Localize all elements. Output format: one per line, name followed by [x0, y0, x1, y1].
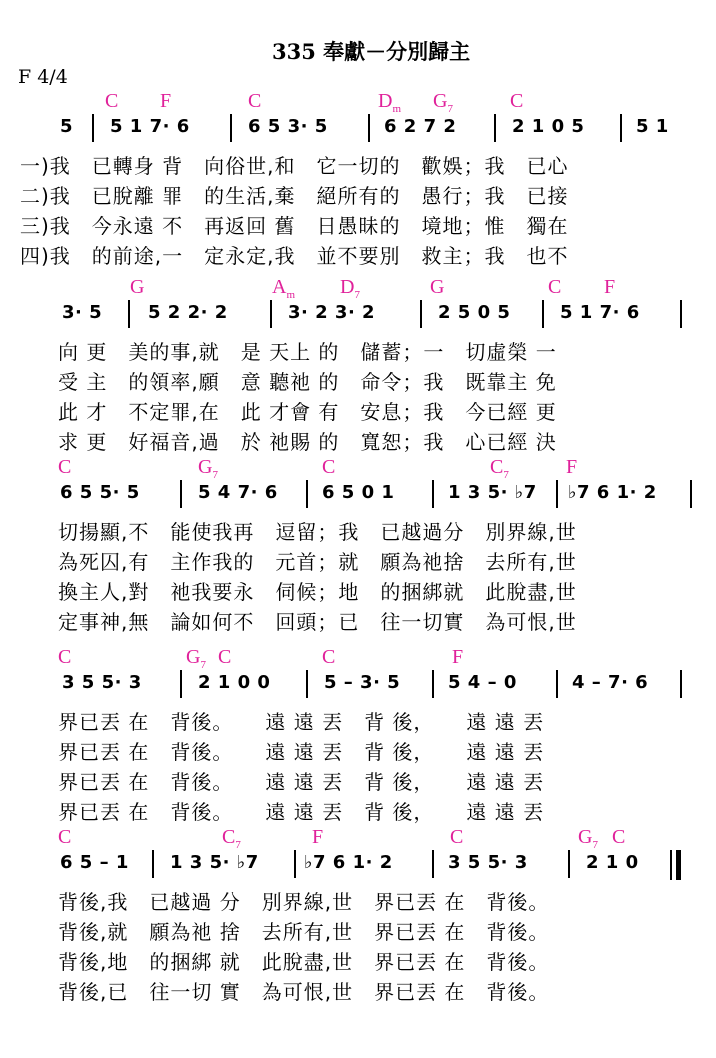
chord-symbol — [450, 826, 463, 849]
chord-root: C — [218, 646, 232, 668]
chord-root: C — [58, 456, 72, 478]
final-bar-thin-line — [670, 850, 672, 880]
bar-line — [270, 300, 272, 328]
verse-lyric-line: 受 主 的領率,願 意 聽祂 的 命令；我 既靠主 免 — [58, 370, 557, 394]
bar-line — [680, 300, 682, 328]
chord-root: G — [430, 276, 445, 298]
bar-line — [180, 480, 182, 508]
chord-root: A — [272, 276, 287, 298]
bar-line — [128, 300, 130, 328]
chord-root: G — [130, 276, 145, 298]
measure-notes: 5 4 – 0 — [448, 672, 517, 693]
bar-line — [494, 114, 496, 142]
chord-quality: 7 — [212, 469, 218, 481]
bar-line — [432, 850, 434, 878]
chord-root: G — [578, 826, 593, 848]
bar-line — [432, 670, 434, 698]
measure-notes: 6 5 0 1 — [322, 482, 395, 503]
verse-lyric-line: 換主人,對 祂我要永 伺候；地 的捆綁就 此脫盡,世 — [58, 580, 577, 604]
bar-line — [680, 670, 682, 698]
chord-symbol — [218, 646, 231, 669]
bar-line — [368, 114, 370, 142]
bar-line — [180, 670, 182, 698]
chord-symbol — [198, 456, 218, 481]
verse-lyric-line: 背後,我 已越過 分 別界線,世 界已丟 在 背後。 — [58, 890, 550, 914]
chord-symbol — [130, 276, 144, 299]
chord-root: F — [452, 646, 464, 668]
chord-root: C — [58, 646, 72, 668]
measure-notes: 3 5 5· 3 — [62, 672, 142, 693]
verse-lyric-line: 二)我 已脫離 罪 的生活,棄 絕所有的 愚行；我 已接 — [20, 184, 569, 208]
chord-root: C — [322, 646, 336, 668]
verse-lyric-line: 界已丟 在 背後。 遠 遠 丟 背 後， 遠 遠 丟 — [58, 710, 545, 734]
chord-symbol — [160, 90, 171, 113]
chord-root: F — [604, 276, 616, 298]
chord-symbol — [578, 826, 598, 851]
chord-symbol — [378, 90, 401, 115]
chord-quality: 7 — [200, 659, 206, 671]
measure-notes: 4 – 7· 6 — [572, 672, 649, 693]
chord-root: F — [312, 826, 324, 848]
measure-notes: 6 5 5· 5 — [60, 482, 140, 503]
bar-line — [690, 480, 692, 508]
chord-symbol — [490, 456, 509, 481]
bar-line — [92, 114, 94, 142]
bar-line — [620, 114, 622, 142]
chord-quality: 7 — [354, 289, 360, 301]
measure-notes: 3· 2 3· 2 — [288, 302, 376, 323]
measure-notes: 6 5 3· 5 — [248, 116, 328, 137]
chord-root: C — [322, 456, 336, 478]
chord-quality: 7 — [592, 839, 598, 851]
measure-notes: 2 5 0 5 — [438, 302, 511, 323]
measure-notes: 3 5 5· 3 — [448, 852, 528, 873]
chord-quality: 7 — [235, 839, 241, 851]
chord-symbol — [186, 646, 206, 671]
verse-lyric-line: 四)我 的前途,一 定永定,我 並不要別 救主；我 也不 — [20, 244, 569, 268]
chord-root: D — [378, 90, 393, 112]
bar-line — [152, 850, 154, 878]
verse-lyric-line: 三)我 今永遠 不 再返回 舊 日愚昧的 境地；惟 獨在 — [20, 214, 569, 238]
chord-symbol — [105, 90, 118, 113]
chord-root: C — [548, 276, 562, 298]
bar-line — [542, 300, 544, 328]
verse-lyric-line: 界已丟 在 背後。 遠 遠 丟 背 後， 遠 遠 丟 — [58, 770, 545, 794]
chord-root: C — [612, 826, 626, 848]
chord-symbol — [312, 826, 323, 849]
chord-quality: 7 — [447, 103, 453, 115]
chord-root: C — [105, 90, 119, 112]
chord-root: C — [450, 826, 464, 848]
measure-notes: 1 3 5· ♭7 — [170, 852, 259, 873]
chord-quality: m — [392, 103, 402, 115]
chord-quality: m — [286, 289, 296, 301]
bar-line — [420, 300, 422, 328]
chord-symbol — [452, 646, 463, 669]
chord-quality: 7 — [503, 469, 509, 481]
chord-symbol — [604, 276, 615, 299]
measure-notes: 5 2 2· 2 — [148, 302, 228, 323]
chord-symbol — [430, 276, 444, 299]
measure-notes: ♭7 6 1· 2 — [568, 482, 657, 503]
measure-notes: ♭7 6 1· 2 — [304, 852, 393, 873]
chord-root: C — [58, 826, 72, 848]
chord-symbol — [548, 276, 561, 299]
measure-notes: 2 1 0 0 — [198, 672, 271, 693]
chord-root: F — [160, 90, 172, 112]
final-bar-line — [676, 850, 681, 880]
verse-lyric-line: 一)我 已轉身 背 向俗世,和 它一切的 歡娛；我 已心 — [20, 154, 569, 178]
chord-symbol — [58, 456, 71, 479]
measure-notes: 6 2 7 2 — [384, 116, 457, 137]
measure-notes: 2 1 0 — [586, 852, 639, 873]
verse-lyric-line: 求 更 好福音,過 於 祂賜 的 寬恕；我 心已經 決 — [58, 430, 557, 454]
bar-line — [306, 670, 308, 698]
chord-root: D — [340, 276, 355, 298]
measure-notes: 6 5 – 1 — [60, 852, 129, 873]
bar-line — [230, 114, 232, 142]
bar-line — [432, 480, 434, 508]
chord-symbol — [322, 646, 335, 669]
measure-notes: 3· 5 — [62, 302, 103, 323]
chord-root: C — [510, 90, 524, 112]
chord-root: C — [490, 456, 504, 478]
verse-lyric-line: 背後,已 往一切 實 為可恨,世 界已丟 在 背後。 — [58, 980, 550, 1004]
chord-root: C — [222, 826, 236, 848]
chord-symbol — [58, 826, 71, 849]
bar-line — [556, 670, 558, 698]
measure-notes: 5 1 7· 6 — [560, 302, 640, 323]
verse-lyric-line: 背後,地 的捆綁 就 此脫盡,世 界已丟 在 背後。 — [58, 950, 550, 974]
hymn-title: 335 奉獻－分別歸主 — [272, 39, 471, 64]
verse-lyric-line: 為死囚,有 主作我的 元首；就 願為祂捨 去所有,世 — [58, 550, 577, 574]
measure-notes: 2 1 0 5 — [512, 116, 585, 137]
chord-symbol — [612, 826, 625, 849]
chord-root: C — [248, 90, 262, 112]
verse-lyric-line: 切揚顯,不 能使我再 逗留；我 已越過分 別界線,世 — [58, 520, 577, 544]
chord-symbol — [433, 90, 453, 115]
measure-notes: 5 1 — [636, 116, 669, 137]
verse-lyric-line: 此 才 不定罪,在 此 才會 有 安息；我 今已經 更 — [58, 400, 557, 424]
measure-notes: 5 1 7· 6 — [110, 116, 190, 137]
chord-root: G — [433, 90, 448, 112]
chord-root: G — [198, 456, 213, 478]
bar-line — [556, 480, 558, 508]
bar-line — [568, 850, 570, 878]
verse-lyric-line: 定事神,無 論如何不 回頭；已 往一切實 為可恨,世 — [58, 610, 577, 634]
verse-lyric-line: 背後,就 願為祂 捨 去所有,世 界已丟 在 背後。 — [58, 920, 550, 944]
verse-lyric-line: 向 更 美的事,就 是 天上 的 儲蓄；一 切虛榮 一 — [58, 340, 557, 364]
chord-symbol — [322, 456, 335, 479]
chord-symbol — [58, 646, 71, 669]
chord-root: F — [566, 456, 578, 478]
chord-symbol — [248, 90, 261, 113]
verse-lyric-line: 界已丟 在 背後。 遠 遠 丟 背 後， 遠 遠 丟 — [58, 800, 545, 824]
chord-symbol — [222, 826, 241, 851]
chord-symbol — [272, 276, 295, 301]
chord-symbol — [510, 90, 523, 113]
measure-notes: 1 3 5· ♭7 — [448, 482, 537, 503]
verse-lyric-line: 界已丟 在 背後。 遠 遠 丟 背 後， 遠 遠 丟 — [58, 740, 545, 764]
measure-notes: 5 – 3· 5 — [324, 672, 401, 693]
measure-notes: 5 4 7· 6 — [198, 482, 278, 503]
bar-line — [294, 850, 296, 878]
measure-notes: 5 — [60, 116, 74, 137]
chord-root: G — [186, 646, 201, 668]
key-time-signature: F 4/4 — [18, 66, 68, 88]
chord-symbol — [340, 276, 360, 301]
bar-line — [306, 480, 308, 508]
chord-symbol — [566, 456, 577, 479]
